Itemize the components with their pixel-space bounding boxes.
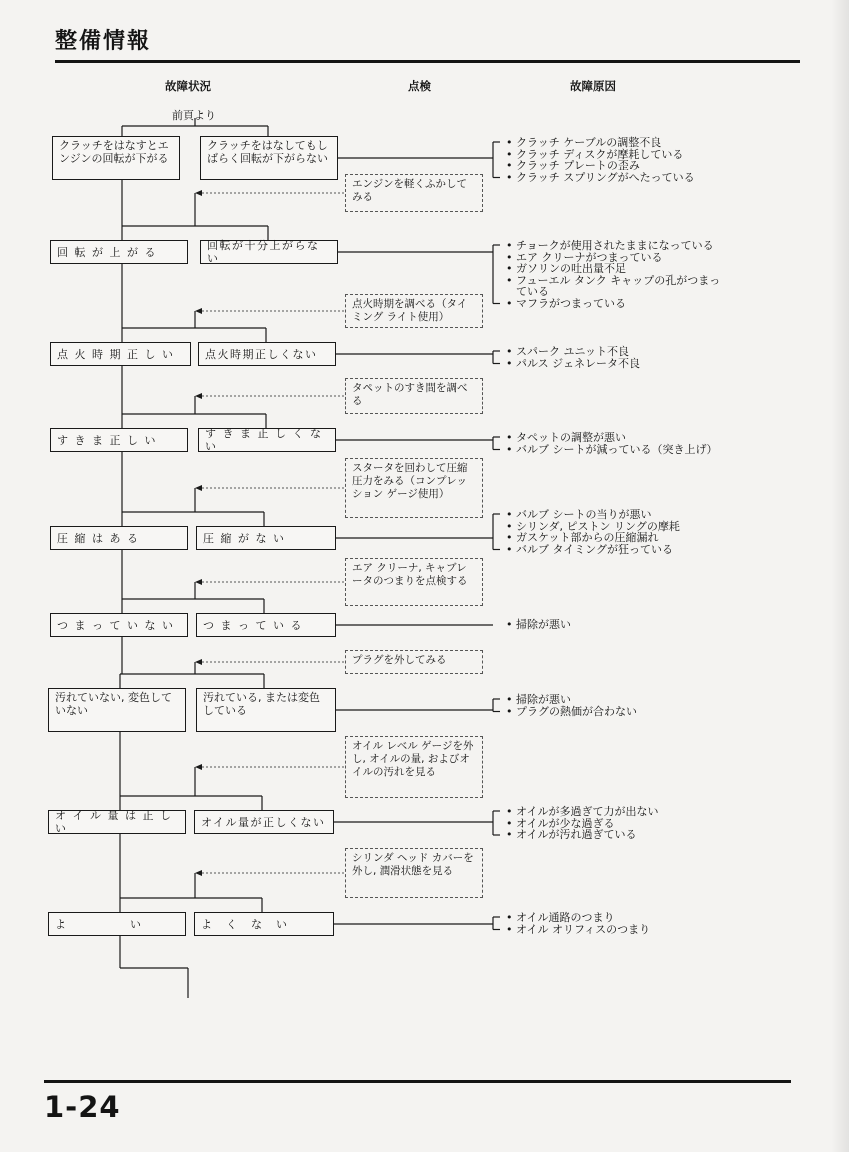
cause-list-3	[506, 346, 640, 369]
ng-box-7	[196, 688, 336, 732]
cause-item: • クラッチ ディスクが摩耗している	[506, 149, 695, 161]
ok-box-9-text: よ い	[55, 917, 143, 931]
check-arrow-1	[195, 190, 202, 196]
ok-box-7-text: 汚れていない, 変色していない	[55, 691, 172, 717]
ng-box-3-text: 点火時期正しくない	[205, 347, 318, 361]
start-label: 前頁より	[172, 109, 216, 122]
ng-box-6	[196, 613, 336, 637]
check-box-8	[345, 848, 483, 898]
cause-item: • オイル オリフィスのつまり	[506, 924, 650, 936]
cause-item: • クラッチ ケーブルの調整不良	[506, 137, 695, 149]
cause-item: • バルブ シートの当りが悪い	[506, 509, 680, 521]
check-box-1	[345, 174, 483, 212]
ok-box-8	[48, 810, 186, 834]
cause-item: • オイルが少な過ぎる	[506, 818, 658, 830]
ok-box-4-text: す き ま 正 し い	[57, 433, 157, 447]
check-box-5	[345, 558, 483, 606]
check-box-6-text: プラグを外してみる	[352, 654, 447, 666]
ng-box-9	[194, 912, 334, 936]
check-box-2-text: 点火時期を調べる（タイミング ライト使用）	[352, 298, 468, 323]
cause-item: • スパーク ユニット不良	[506, 346, 640, 358]
ng-box-2-text: 回転が十分上がらない	[207, 239, 320, 265]
ng-box-3	[198, 342, 336, 366]
cause-item: • ガソリンの吐出量不足	[506, 263, 720, 275]
check-box-3	[345, 378, 483, 414]
ng-box-4	[198, 428, 336, 452]
ok-box-6-text: つ ま っ て い な い	[57, 618, 175, 632]
ok-box-8-text: オ イ ル 量 は 正 し い	[55, 809, 173, 835]
cause-item: • エア クリーナがつまっている	[506, 252, 720, 264]
check-box-3-text: タペットのすき間を調べる	[352, 382, 468, 407]
cause-item: • オイル通路のつまり	[506, 912, 650, 924]
cause-list-8	[506, 806, 658, 841]
check-arrow-4	[195, 485, 202, 491]
check-box-7	[345, 736, 483, 798]
cause-item: ている	[516, 285, 549, 298]
check-box-2	[345, 294, 483, 328]
cause-list-2	[506, 240, 720, 309]
cause-item: • 掃除が悪い	[506, 619, 571, 631]
check-box-8-text: シリンダ ヘッド カバーを外し, 潤滑状態を見る	[352, 852, 474, 877]
cause-item: • プラグの熱価が合わない	[506, 706, 637, 718]
ng-box-7-text: 汚れている, または変色している	[203, 691, 320, 717]
footer-rule	[44, 1080, 791, 1083]
cause-item: • バルブ タイミングが狂っている	[506, 544, 680, 556]
column-header-check: 点検	[408, 79, 431, 93]
ng-box-6-text: つ ま っ て い る	[203, 618, 303, 632]
ng-box-1-text: クラッチをはなしてもしばらく回転が下がらない	[207, 139, 328, 165]
cause-list-5	[506, 509, 680, 555]
cause-item: • パルス ジェネレータ不良	[506, 358, 640, 370]
cause-item: • 掃除が悪い	[506, 694, 637, 706]
check-box-5-text: エア クリーナ, キャブレータのつまりを点検する	[352, 562, 468, 587]
cause-list-4	[506, 432, 718, 455]
check-arrow-3	[195, 393, 202, 399]
column-header-cause: 故障原因	[570, 79, 616, 93]
ng-box-5-text: 圧 縮 が な い	[203, 531, 286, 545]
section-title: 整備情報	[55, 29, 152, 54]
cause-item: • タペットの調整が悪い	[506, 432, 718, 444]
cause-item: • バルブ シートが減っている（突き上げ）	[506, 444, 718, 456]
ng-box-4-text: す き ま 正 し く な い	[205, 427, 323, 453]
ng-box-5	[196, 526, 336, 550]
check-box-4-text: スタータを回わして圧縮圧力をみる（コンプレッション ゲージ使用）	[352, 462, 468, 500]
cause-item: • クラッチ プレートの歪み	[506, 160, 695, 172]
cause-list-1	[506, 137, 695, 183]
check-box-4	[345, 458, 483, 518]
check-arrow-5	[195, 579, 202, 585]
cause-list-7	[506, 694, 637, 717]
cause-item: • オイルが汚れ過ぎている	[506, 829, 658, 841]
check-arrow-6	[195, 659, 202, 665]
check-arrow-7	[195, 764, 202, 770]
ng-box-9-text: よ く な い	[201, 917, 289, 931]
ng-box-1	[200, 136, 338, 180]
cause-item: • フューエル タンク キャップの孔がつまっ	[506, 275, 720, 287]
ng-box-8-text: オイル量が正しくない	[201, 815, 326, 829]
check-box-1-text: エンジンを軽くふかしてみる	[352, 178, 467, 203]
ok-box-2-text: 回 転 が 上 が る	[57, 245, 157, 259]
ok-box-5-text: 圧 縮 は あ る	[57, 531, 140, 545]
check-box-7-text: オイル レベル ゲージを外し, オイルの量, およびオイルの汚れを見る	[352, 740, 474, 778]
ok-box-6	[50, 613, 188, 637]
check-arrow-8	[195, 870, 202, 876]
cause-item: • クラッチ スプリングがへたっている	[506, 172, 695, 184]
ok-box-3	[50, 342, 191, 366]
column-header-status: 故障状況	[165, 79, 211, 93]
ok-box-4	[50, 428, 188, 452]
ok-box-7	[48, 688, 186, 732]
ok-box-3-text: 点 火 時 期 正 し い	[57, 347, 175, 361]
ng-box-2	[200, 240, 338, 264]
ok-box-9	[48, 912, 186, 936]
cause-item: • マフラがつまっている	[506, 298, 720, 310]
ok-box-1	[52, 136, 180, 180]
cause-item: • オイルが多過ぎて力が出ない	[506, 806, 658, 818]
cause-item: • チョークが使用されたままになっている	[506, 240, 720, 252]
ok-box-1-text: クラッチをはなすとエンジンの回転が下がる	[59, 139, 169, 165]
check-arrow-2	[195, 308, 202, 314]
cause-item: • シリンダ, ピストン リングの摩耗	[506, 521, 680, 533]
cause-item: • ガスケット部からの圧縮漏れ	[506, 532, 680, 544]
cause-list-9	[506, 912, 650, 935]
check-box-6	[345, 650, 483, 674]
cause-list-6	[506, 619, 571, 631]
page-number: 1-24	[44, 1090, 121, 1124]
ok-box-5	[50, 526, 188, 550]
ng-box-8	[194, 810, 334, 834]
ok-box-2	[50, 240, 188, 264]
